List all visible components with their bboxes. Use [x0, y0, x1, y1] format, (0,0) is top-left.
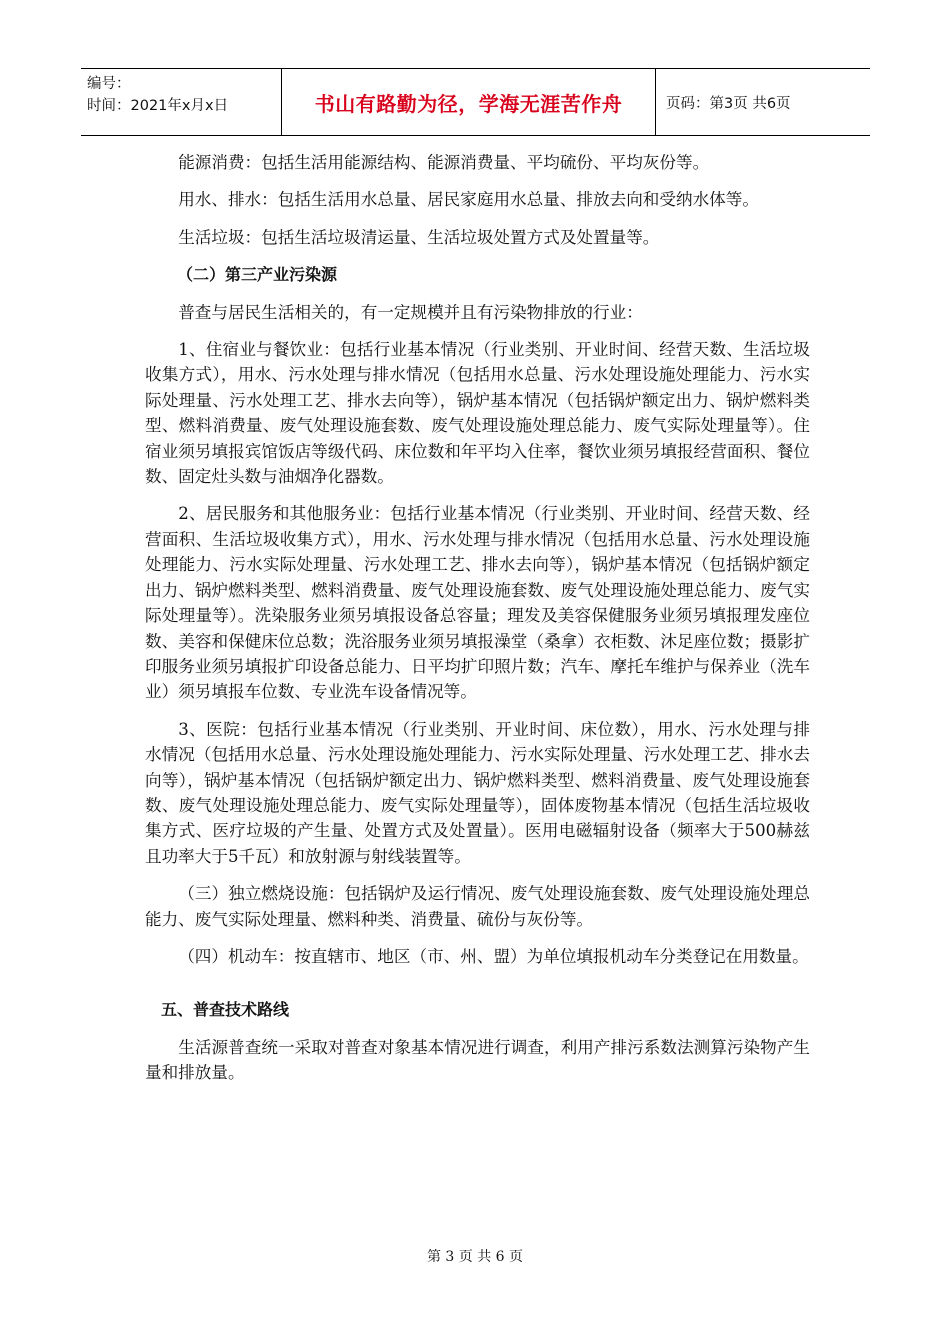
paragraph-hospital: 3、医院：包括行业基本情况（行业类别、开业时间、床位数），用水、污水处理与排水情况（包括用水总量、污水处理设施处理能力、污水实际处理量、污水处理工艺、排水去向等），锅炉基本情况（包括锅炉额定出力、锅炉燃料类型、燃料消费量、废气处理设施套数、废气处理设施处理总能力、废气实际处理量等），固体废物基本情况（包括生活垃圾收集方式、医疗垃圾的产生量、处置方式及处置量）。医用电磁辐射设备（频率大于500赫兹且功率大于5千瓦）和放射源与射线装置等。	[145, 719, 810, 866]
header-page-info: 页码：第3页 共6页	[666, 95, 791, 112]
paragraph-combustion-facilities: （三）独立燃烧设施：包括锅炉及运行情况、废气处理设施套数、废气处理设施处理总能力、废气实际处理量、燃料种类、消费量、硫份与灰份等。	[145, 884, 810, 929]
document-time-label: 时间：2021年x月x日	[87, 98, 229, 114]
paragraph-accommodation: 1、住宿业与餐饮业：包括行业基本情况（行业类别、开业时间、经营天数、生活垃圾收集方式），用水、污水处理与排水情况（包括用水总量、污水处理设施处理能力、污水实际处理量、污水处理工艺、排水去向等），锅炉基本情况（包括锅炉额定出力、锅炉燃料类型、燃料消费量、废气处理设施套数、废气处理设施处理总能力、废气实际处理量等）。住宿业须另填报宾馆饭店等级代码、床位数和年平均入住率，餐饮业须另填报经营面积、餐位数、固定灶头数与油烟净化器数。	[145, 340, 810, 487]
paragraph-motor-vehicles: （四）机动车：按直辖市、地区（市、州、盟）为单位填报机动车分类登记在用数量。	[178, 946, 809, 966]
paragraph-resident-services: 2、居民服务和其他服务业：包括行业基本情况（行业类别、开业时间、经营天数、经营面积、生活垃圾收集方式），用水、污水处理与排水情况（包括用水总量、污水处理设施处理能力、污水实际处理量、污水处理工艺、排水去向等），锅炉基本情况（包括锅炉额定出力、锅炉燃料类型、燃料消费量、废气处理设施套数、废气处理设施处理总能力、废气实际处理量等）。洗染服务业须另填报设备总容量；理发及美容保健服务业须另填报理发座位数、美容和保健床位总数；洗浴服务业须另填报澡堂（桑拿）衣柜数、沐足座位数；摄影扩印服务业须另填报扩印设备总能力、日平均扩印照片数；汽车、摩托车维护与保养业（洗车业）须另填报车位数、专业洗车设备情况等。	[145, 504, 810, 702]
document-number-label: 编号：	[87, 76, 131, 92]
document-body	[145, 150, 810, 1098]
paragraph-water: 用水、排水：包括生活用水总量、居民家庭用水总量、排放去向和受纳水体等。	[178, 190, 759, 210]
paragraph-energy: 能源消费：包括生活用能源结构、能源消费量、平均硫份、平均灰份等。	[178, 153, 710, 172]
paragraph-waste: 生活垃圾：包括生活垃圾清运量、生活垃圾处置方式及处置量等。	[178, 227, 660, 247]
header-motto: 书山有路勤为径，学海无涯苦作舟	[282, 69, 656, 135]
paragraph-survey-scope: 普查与居民生活相关的，有一定规模并且有污染物排放的行业：	[178, 302, 643, 322]
paragraph-technical-route: 生活源普查统一采取对普查对象基本情况进行调查，利用产排污系数法测算污染物产生量和排放量。	[145, 1037, 810, 1083]
page-header	[81, 68, 870, 136]
header-meta	[81, 69, 282, 135]
section-heading-technical-route: 五、普查技术路线	[161, 1000, 290, 1020]
page-footer: 第 3 页 共 6 页	[426, 1249, 524, 1265]
subheading-tertiary-industry: （二）第三产业污染源	[177, 265, 338, 285]
